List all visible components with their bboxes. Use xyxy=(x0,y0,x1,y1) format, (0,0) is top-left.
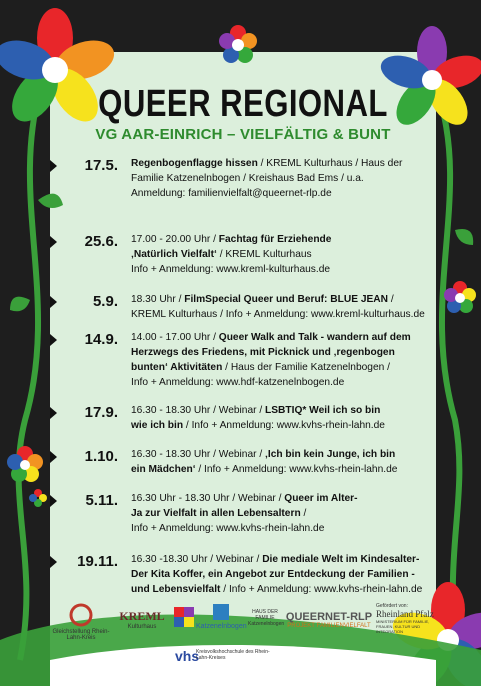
heart-logo xyxy=(172,603,196,635)
arrow-icon xyxy=(50,407,57,419)
event-description: 18.30 Uhr / FilmSpecial Queer und Beruf: BLUE JEAN / KREML Kulturhaus / Info + Anmeldung: www.kreml-kulturhaus.de xyxy=(131,294,425,320)
queernet-logo xyxy=(284,611,374,629)
page-subtitle: VG AAR-EINRICH – VIELFÄLTIG & BUNT xyxy=(95,126,391,143)
event-description: Regenbogenflagge hissen / KREML Kulturhaus / Haus der Familie Katzenelnbogen / Kreishaus Bad Ems / u.a. Anmeldung: familienvielfalt@queernet-rlp.de xyxy=(131,158,403,199)
kreml-logo xyxy=(114,603,170,630)
gleichstellung-label: Gleichstellung Rhein-Lahn-Kreis xyxy=(52,629,110,641)
event-description: 17.00 - 20.00 Uhr / Fachtag für Erziehende ‚Natürlich Vielfalt‘ / KREML Kulturhaus Info + Anmeldung: www.kreml-kulturhaus.de xyxy=(131,234,332,275)
event-date: 5.11. xyxy=(85,492,118,509)
arrow-icon xyxy=(50,451,57,463)
arrow-icon xyxy=(50,296,57,308)
logo-bar xyxy=(50,603,436,653)
event-date: 25.6. xyxy=(84,233,118,250)
katzenelnbogen-logo xyxy=(196,603,246,630)
rlp-sub: MINISTERIUM FÜR FAMILIE, FRAUEN, KULTUR UND INTEGRATION xyxy=(376,619,430,634)
event-date: 19.11. xyxy=(77,553,118,570)
kreml-label: KREML xyxy=(119,609,165,623)
gleichstellung-logo xyxy=(52,603,110,641)
event-date: 5.9. xyxy=(92,293,118,310)
vhs-sub: Kreisvolkshochschule des Rhein-Lahn-Kreises xyxy=(196,649,270,661)
vhs-logo: vhs xyxy=(175,648,200,664)
arrow-icon xyxy=(50,556,57,568)
katzenelnbogen-label: Katzenelnbogen xyxy=(196,623,247,630)
hdf-logo: HAUS DER FAMILIE Katzenelnbogen xyxy=(248,609,285,627)
kreml-sub: Kulturhaus xyxy=(127,624,157,630)
event-description: 16.30 - 18.30 Uhr / Webinar / ‚Ich bin kein Junge, ich bin ein Mädchen‘ / Info + Anmeldung: www.kvhs-rhein-lahn.de xyxy=(131,449,398,475)
arrow-icon xyxy=(50,160,57,172)
event-description: 14.00 - 17.00 Uhr / Queer Walk and Talk - wandern auf dem Herzwegs des Friedens, mit Picknick und ‚regenbogen bunten‘ Aktivitäten / Haus der Familie Katzenelnbogen / Info + Anmeldung: www.hdf-katzenelnbogen.de xyxy=(131,332,411,388)
arrow-icon xyxy=(50,334,57,346)
event-date: 17.9. xyxy=(84,404,118,421)
rlp-label: Rheinland Pfalz xyxy=(376,609,434,619)
page-title: QUEER REGIONAL xyxy=(98,83,388,125)
queernet-label: QUEERNET-RLP xyxy=(285,611,373,623)
event-date: 1.10. xyxy=(84,448,118,465)
queernet-sub: PROJEKT FAMILIENVIELFALT xyxy=(287,623,371,629)
event-description: 16.30 -18.30 Uhr / Webinar / Die mediale Welt im Kindesalter- Der Kita Koffer, ein Angebot zur Entdeckung der Familien - und Lebensvielfalt / Info + Anmeldung: www.kvhs-rhein-lahn.de xyxy=(131,554,423,595)
event-date: 14.9. xyxy=(84,331,118,348)
arrow-icon xyxy=(50,236,57,248)
event-description: 16.30 - 18.30 Uhr / Webinar / LSBTIQ* Weil ich so bin wie ich bin / Info + Anmeldung: www.kvhs-rhein-lahn.de xyxy=(131,405,385,431)
rlp-logo xyxy=(376,603,434,634)
arrow-icon xyxy=(50,495,57,507)
event-date: 17.5. xyxy=(84,157,118,174)
event-description: 16.30 Uhr - 18.30 Uhr / Webinar / Queer im Alter- Ja zur Vielfalt in allen Lebensaltern / Info + Anmeldung: www.kvhs-rhein-lahn.de xyxy=(131,493,358,534)
rlp-top: Gefördert von: xyxy=(376,603,408,609)
